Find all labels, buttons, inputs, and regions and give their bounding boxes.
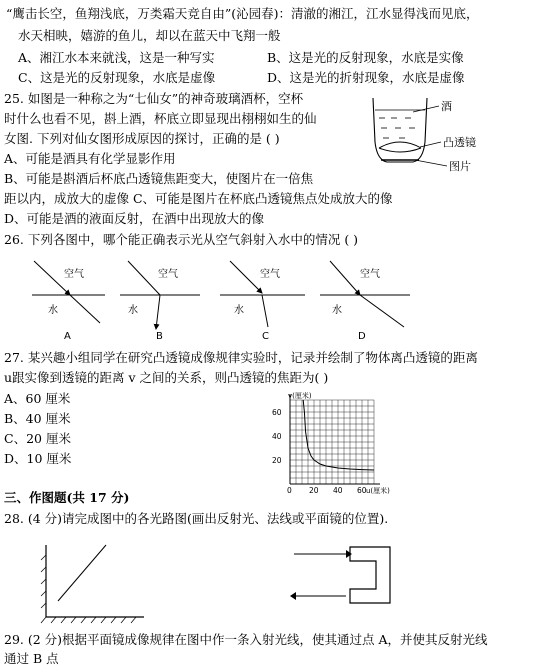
section-title: 三、作图题(共 17 分) [4,490,130,505]
q29-stem-line1: 29. (2 分)根据平面镜成像规律在图中作一条入射光线，使其通过点 A，并使其反射光线 [4,632,488,647]
air-label-d: 空气 [360,269,380,280]
air-label-a: 空气 [64,269,84,280]
x-tick-label: 40 [333,486,343,494]
refraction-option-d [320,261,410,342]
refraction-option-a [32,261,105,342]
refraction-figures [20,255,420,345]
figure-letter-a: A [64,331,71,342]
q27-option-c: C、20 厘米 [4,431,71,446]
q25-stem-line1: 25. 如图是一种称之为“七仙女”的神奇玻璃酒杯，空杯 [4,91,304,106]
refraction-option-b [120,261,200,342]
x-tick-label: 60 [357,486,367,494]
wine-glass-figure [365,92,500,182]
q28-stem: 28. (4 分)请完成图中的各光路图(画出反射光、法线或平面镜的位置). [4,511,389,526]
q27-stem-line1: 27. 某兴趣小组同学在研究凸透镜成像规律实验时，记录并绘制了物体离凸透镜的距离 [4,350,478,365]
x-tick-label: 0 [287,486,292,494]
y-tick-label: 60 [272,408,282,417]
label-lens: 凸透镜 [443,136,476,149]
q24-intro-line2: 水天相映，嬉游的鱼儿，却以在蓝天中飞翔一般 [18,28,281,43]
x-tick-label: 20 [309,486,319,494]
q26-stem: 26. 下列各图中，哪个能正确表示光从空气斜射入水中的情况 ( ) [4,232,359,247]
q24-option-a: A、湘江水本来就浅，这是一种写实 [18,50,215,65]
q24-option-c: C、这是光的反射现象，水底是虚像 [18,70,216,85]
q27-stem-line2: u跟实像到透镜的距离 v 之间的关系，则凸透镜的焦距为( ) [4,370,329,385]
focal-length-chart [270,392,400,494]
q24-option-b: B、这是光的反射现象，水底是实像 [267,50,464,65]
q25-option-a: A、可能是酒具有化学显影作用 [4,151,176,166]
q25-option-b-line2: 距以内，成放大的虚像 C、可能是图片在杯底凸透镜焦点处成放大的像 [4,191,393,206]
q24-option-d: D、这是光的折射现象，水底是虚像 [267,70,465,85]
water-label-b: 水 [128,305,138,316]
x-axis-label: u(厘米) [366,487,390,494]
air-label-b: 空气 [158,269,178,280]
y-axis-label: v(厘米) [288,392,312,400]
label-picture: 图片 [449,160,471,173]
water-label-c: 水 [234,305,244,316]
q27-option-a: A、60 厘米 [4,391,71,406]
q25-stem-line2: 时什么也看不见，斟上酒，杯底立即显现出栩栩如生的仙 [4,111,317,126]
air-label-c: 空气 [260,269,280,280]
q27-option-d: D、10 厘米 [4,451,72,466]
figure-letter-c: C [262,331,269,342]
periscope-figure [290,545,400,605]
water-label-a: 水 [48,305,58,316]
q25-option-b-line1: B、可能是斟酒后杯底凸透镜焦距变大，使图片在一倍焦 [4,171,314,186]
q25-option-d: D、可能是酒的液面反射，在酒中出现放大的像 [4,211,265,226]
figure-letter-b: B [156,331,163,342]
water-label-d: 水 [332,305,342,316]
refraction-option-c [220,261,305,342]
q25-stem-line3: 女图. 下列对仙女图形成原因的探讨，正确的是 ( ) [4,131,280,146]
y-tick-label: 20 [272,456,282,465]
mirror-figure [40,535,150,625]
q27-option-b: B、40 厘米 [4,411,71,426]
q24-intro-line1: “鹰击长空，鱼翔浅底，万类霜天竞自由”(沁园春)：清澈的湘江，江水显得浅而见底， [6,6,479,21]
y-tick-label: 40 [272,432,282,441]
figure-letter-d: D [358,331,366,342]
label-wine: 酒 [441,100,452,113]
q29-stem-line2: 通过 B 点 [4,651,59,666]
